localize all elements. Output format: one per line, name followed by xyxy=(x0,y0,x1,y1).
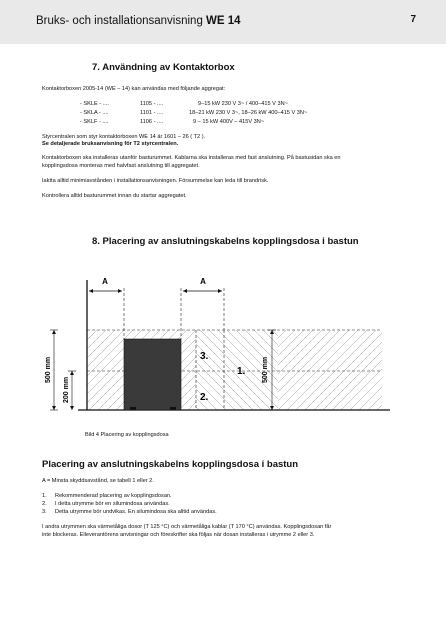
list-item-text: Detta utrymme bör undvikas. En silumindosa ska alltid användas. xyxy=(55,509,217,515)
page-header xyxy=(0,0,446,44)
heater-unit xyxy=(124,339,181,410)
aggregate-code-2: 1101 - .... xyxy=(140,110,164,116)
aggregate-name-1: - SKLE - .... xyxy=(80,101,109,107)
aggregate-spec-1: 9–15 kW 230 V 3~ / 400–415 V 3N~ xyxy=(198,101,288,107)
list-item-text: I detta utrymme bör en silumindosa användas. xyxy=(55,501,170,507)
aggregate-name-2: - SKLA - .... xyxy=(80,110,109,116)
styr-detail-line: Se detaljerade bruksanvisning för T2 styrcentralen. xyxy=(42,141,179,147)
section8-subheading: Placering av anslutningskabelns kopplingsdosa i bastun xyxy=(42,459,299,470)
header-model: WE 14 xyxy=(206,15,241,27)
dim-200: 200 mm xyxy=(63,376,70,404)
zone-2-label: 2. xyxy=(200,392,209,403)
aggregate-name-3: - SKLF - .... xyxy=(80,119,109,125)
section7-heading: 7. Användning av Kontaktorbox xyxy=(92,62,235,73)
installation-figure xyxy=(0,256,446,436)
para1-line1: Kontaktorboxen ska installeras utanför basturummet. Kablarna ska installeras med fast anslutning. På bastusidan ska en xyxy=(42,155,341,161)
aggregate-spec-2: 18–21 kW 230 V 3~, 18–26 kW 400–415 V 3N~ xyxy=(189,110,308,116)
label-a-left: A xyxy=(102,277,108,286)
list-item xyxy=(42,509,422,515)
zone-3-label: 3. xyxy=(200,351,209,362)
list-item-number: 1. xyxy=(42,493,47,499)
aggregate-code-1: 1105 - .... xyxy=(140,101,164,107)
figure-caption: Bild 4 Placering av kopplingsdosa xyxy=(85,432,169,438)
zone-1-label: 1. xyxy=(237,366,246,377)
para1-line2: kopplingsdosa monteras med halvfast anslutning till aggregatet. xyxy=(42,163,200,169)
header-title-text: Bruks- och installationsanvisning xyxy=(36,15,203,27)
final-line1: I andra utrymmen ska värmetåliga dosor (T 125 °C) och värmetåliga kablar (T 170 °C) användas. Kopplingsdosan får xyxy=(42,524,332,530)
section8-heading: 8. Placering av anslutningskabelns kopplingsdosa i bastun xyxy=(92,236,359,247)
list-item-number: 3. xyxy=(42,509,47,515)
list-item-number: 2. xyxy=(42,501,47,507)
list-item xyxy=(42,493,422,499)
header-title xyxy=(36,15,241,27)
zone-1-hatch xyxy=(224,330,278,410)
styr-line: Styrcentralen som styr kontaktorboxen WE 14 är 1601 – 26 ( T2 ). xyxy=(42,134,206,140)
aggregate-spec-3: 9 – 15 kW 400V – 415V 3N~ xyxy=(193,119,265,125)
aggregate-code-3: 1106 - .... xyxy=(140,119,164,125)
para2: Iaktta alltid minimiavstånden i installationsanvisningen. Försummelse kan leda till brandrisk. xyxy=(42,178,269,184)
section7-intro: Kontaktorboxen 2005-14 (WE – 14) kan användas med följande aggregat: xyxy=(42,86,226,92)
a-note: A = Minsta skyddsavstånd, se tabell 1 eller 2. xyxy=(42,478,154,484)
list-item-text: Rekommenderad placering av kopplingsdosan. xyxy=(55,493,172,499)
label-a-right: A xyxy=(200,277,206,286)
final-line2: inte blockeras. Elleverantörens anvisningar och föreskrifter ska följas när dosan installeras i utrymme 2 eller 3. xyxy=(42,532,315,538)
page-number: 7 xyxy=(410,14,416,25)
para3: Kontrollera alltid basturummet innan du startar aggregatet. xyxy=(42,193,187,199)
list-item xyxy=(42,501,422,507)
dim-500-left: 500 mm xyxy=(45,356,52,384)
dim-500-right: 500 mm xyxy=(262,356,269,384)
